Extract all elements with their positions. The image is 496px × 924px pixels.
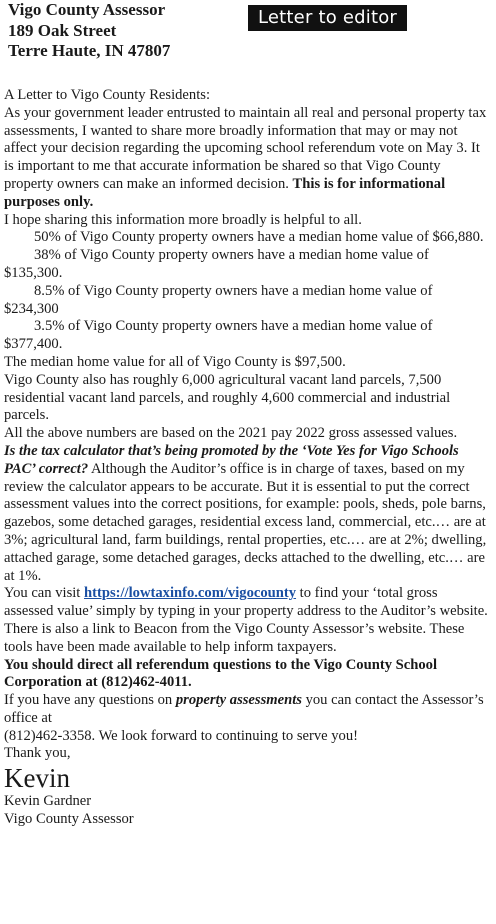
intro-text: As your government leader entrusted to maintain all real and personal property tax assessments, I wanted to share more broadly information that may or may not affect your decision regarding the upcoming school referendum vote on May 3. It is important to me that accurate information be shared so that Vigo County property owners can make an informed decision. [4, 104, 487, 192]
section-badge: Letter to editor [248, 5, 407, 31]
salutation: A Letter to Vigo County Residents: [4, 87, 210, 103]
stat-line: 8.5% of Vigo County property owners have a median home value of $234,300 [4, 282, 433, 317]
numbers-basis-paragraph: All the above numbers are based on the 2021 pay 2022 gross assessed values. [4, 425, 458, 442]
sender-address [8, 0, 170, 62]
referendum-paragraph: You should direct all referendum questions to the Vigo County School Corporation at (812)462-4011. [4, 656, 438, 691]
signer-title: Vigo County Assessor [4, 811, 134, 828]
stat-line: 50% of Vigo County property owners have a median home value of $66,880. [34, 229, 484, 246]
signature: Kevin [4, 763, 70, 794]
questions-post-text: you can contact the Assessor’s office at [4, 692, 484, 726]
stat-line: 3.5% of Vigo County property owners have a median home value of $377,400. [4, 318, 433, 353]
signer-name: Kevin Gardner [4, 793, 92, 810]
phone-paragraph: (812)462-3358. We look forward to continuing to serve you! [4, 727, 359, 744]
calculator-paragraph [4, 443, 490, 585]
visit-paragraph [4, 585, 490, 656]
thanks-line: Thank you, [4, 745, 71, 762]
stat-line: 38% of Vigo County property owners have a median home value of $135,300. [4, 247, 429, 281]
median-paragraph: The median home value for all of Vigo County is $97,500. [4, 353, 346, 370]
letter-body [4, 87, 490, 829]
sender-city: Terre Haute, IN 47807 [8, 41, 171, 60]
hope-paragraph: I hope sharing this information more broadly is helpful to all. [4, 211, 362, 228]
sender-name: Vigo County Assessor [8, 0, 166, 19]
visit-pre-text: You can visit [4, 585, 85, 602]
intro-bold-text: This is for informational purposes only. [4, 175, 446, 210]
calculator-answer: Although the Auditor’s office is in charge of taxes, based on my review the calculator appears to be accurate. But it is essential to put the correct assessment values into the correct positions, for example: pools, sheds, pole barns, gazebos, some detached garages, residential excess land, commercial, etc.… are at 3%; agricultural land, farm buildings, rental properties, etc.… are at 2%; dwelling, attached garage, some detached garages, decks attached to the dwelling, etc.… are at 1%. [4, 460, 487, 584]
questions-pre-text: If you have any questions on [4, 692, 176, 709]
calculator-question: Is the tax calculator that’s being promoted by the ‘Vote Yes for Vigo Schools PAC’ correct? [4, 442, 459, 477]
parcels-paragraph: Vigo County also has roughly 6,000 agricultural vacant land parcels, 7,500 residential vacant land parcels, and roughly 4,600 commercial and industrial parcels. [4, 371, 451, 424]
letter-header [4, 0, 492, 66]
intro-paragraph [4, 105, 490, 212]
visit-post-text: to find your ‘total gross assessed value’ simply by typing in your property address to the Auditor’s website. There is also a link to Beacon from the Vigo County Assessor’s website. These tools have been made available to help inform taxpayers. [4, 585, 488, 655]
lowtaxinfo-link[interactable]: https://lowtaxinfo.com/vigocounty [84, 585, 297, 602]
questions-emphasis: property assessments [175, 692, 302, 709]
questions-paragraph [4, 692, 490, 728]
sender-street: 189 Oak Street [8, 20, 117, 40]
